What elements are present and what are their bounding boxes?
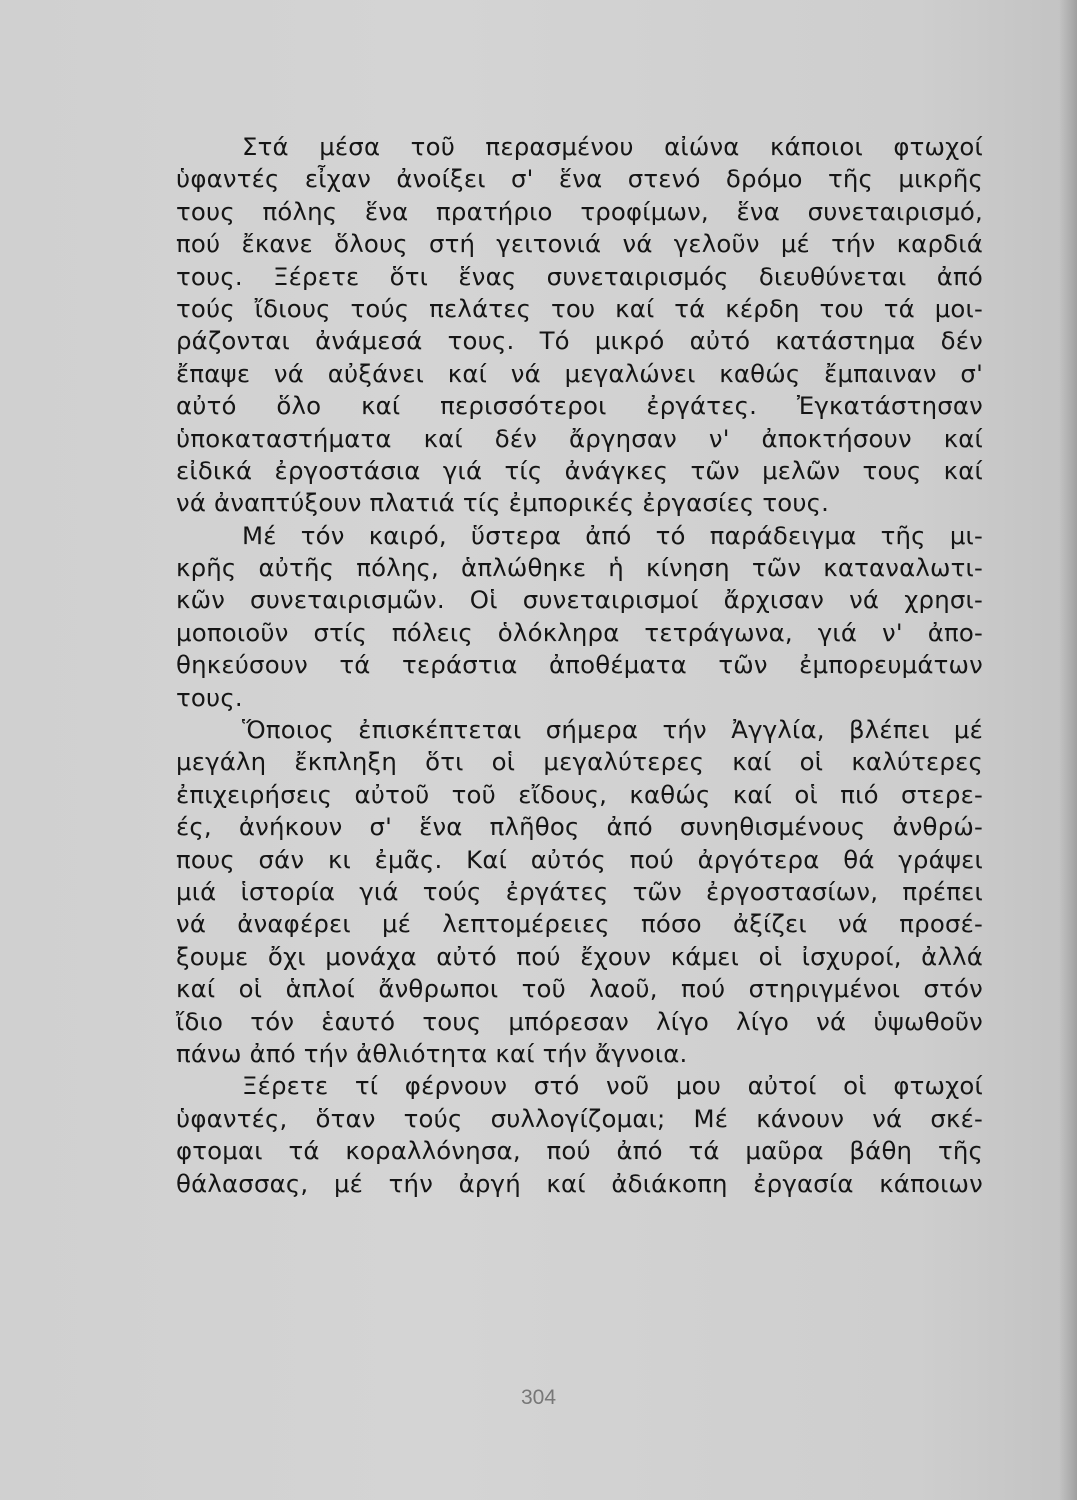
text-line: τους.: [176, 682, 243, 712]
text-line: ἐπιχειρήσεις αὐτοῦ τοῦ εἴδους, καθώς καί οἱ πιό στερε-: [176, 779, 983, 809]
text-line: πους σάν κι ἐμᾶς. Καί αὐτός πού ἀργότερα θά γράψει: [176, 844, 983, 874]
text-line: ἔπαψε νά αὐξάνει καί νά μεγαλώνει καθώς ἔμπαιναν σ': [176, 358, 983, 388]
text-line: ὑποκαταστήματα καί δέν ἄργησαν ν' ἀποκτήσουν καί: [176, 423, 983, 453]
text-line: ἴδιο τόν ἑαυτό τους μπόρεσαν λίγο λίγο νά ὑψωθοῦν: [176, 1006, 983, 1036]
text-line: νά ἀναφέρει μέ λεπτομέρειες πόσο ἀξίζει νά προσέ-: [176, 909, 983, 939]
text-line: Μέ τόν καιρό, ὕστερα ἀπό τό παράδειγμα τῆς μι-: [242, 520, 983, 550]
paragraph-3: [176, 714, 983, 1070]
text-line: Ὅποιος ἐπισκέπτεται σήμερα τήν Ἀγγλία, βλέπει μέ: [242, 715, 983, 745]
text-line: ξουμε ὄχι μονάχα αὐτό πού ἔχουν κάμει οἱ ἰσχυροί, ἀλλά: [176, 941, 983, 971]
page-edge-shadow: [1059, 0, 1077, 1500]
text-line: κρῆς αὐτῆς πόλης, ἁπλώθηκε ἡ κίνηση τῶν καταναλωτι-: [176, 553, 983, 583]
text-line: τούς ἴδιους τούς πελάτες του καί τά κέρδη του τά μοι-: [176, 293, 983, 323]
text-line: μεγάλη ἔκπληξη ὅτι οἱ μεγαλύτερες καί οἱ καλύτερες: [176, 747, 983, 777]
text-line: ὑφαντές εἶχαν ἀνοίξει σ' ἕνα στενό δρόμο τῆς μικρῆς: [176, 164, 983, 194]
text-line: τους πόλης ἕνα πρατήριο τροφίμων, ἕνα συνεταιρισμό,: [176, 196, 983, 226]
text-line: μοποιοῦν στίς πόλεις ὁλόκληρα τετράγωνα, γιά ν' ἀπο-: [176, 617, 983, 647]
text-line: θάλασσας, μέ τήν ἀργή καί ἀδιάκοπη ἐργασία κάποιων: [176, 1168, 983, 1198]
page-number: 304: [520, 1386, 557, 1409]
text-line: Ξέρετε τί φέρνουν στό νοῦ μου αὐτοί οἱ φτωχοί: [242, 1071, 983, 1101]
text-line: ράζονται ἀνάμεσά τους. Τό μικρό αὐτό κατάστημα δέν: [176, 326, 983, 356]
text-line: κῶν συνεταιρισμῶν. Οἱ συνεταιρισμοί ἄρχισαν νά χρησι-: [176, 585, 983, 615]
text-line: αὐτό ὅλο καί περισσότεροι ἐργάτες. Ἐγκατάστησαν: [176, 391, 983, 421]
text-line: ές, ἀνήκουν σ' ἕνα πλῆθος ἀπό συνηθισμένους ἀνθρώ-: [176, 812, 983, 842]
text-line: μιά ἱστορία γιά τούς ἐργάτες τῶν ἐργοστασίων, πρέπει: [176, 876, 983, 906]
text-line: ὑφαντές, ὅταν τούς συλλογίζομαι; Μέ κάνουν νά σκέ-: [176, 1103, 983, 1133]
text-line: θηκεύσουν τά τεράστια ἀποθέματα τῶν ἐμπορευμάτων: [176, 650, 983, 680]
body-text: [176, 131, 983, 1200]
text-line: Στά μέσα τοῦ περασμένου αἰώνα κάποιοι φτωχοί: [242, 132, 983, 161]
text-line: πού ἔκανε ὅλους στή γειτονιά νά γελοῦν μέ τήν καρδιά: [176, 229, 983, 259]
paragraph-1: [176, 131, 983, 520]
text-line: εἰδικά ἐργοστάσια γιά τίς ἀνάγκες τῶν μελῶν τους καί: [176, 455, 983, 485]
text-line: φτομαι τά κοραλλόνησα, πού ἀπό τά μαῦρα βάθη τῆς: [176, 1136, 983, 1166]
text-line: πάνω ἀπό τήν ἀθλιότητα καί τήν ἄγνοια.: [176, 1038, 688, 1068]
paragraph-4: [176, 1070, 983, 1200]
text-line: τους. Ξέρετε ὅτι ἕνας συνεταιρισμός διευθύνεται ἀπό: [176, 261, 983, 291]
paragraph-2: [176, 520, 983, 714]
text-line: νά ἀναπτύξουν πλατιά τίς ἐμπορικές ἐργασίες τους.: [176, 488, 830, 518]
text-line: καί οἱ ἁπλοί ἄνθρωποι τοῦ λαοῦ, πού στηριγμένοι στόν: [176, 974, 983, 1004]
